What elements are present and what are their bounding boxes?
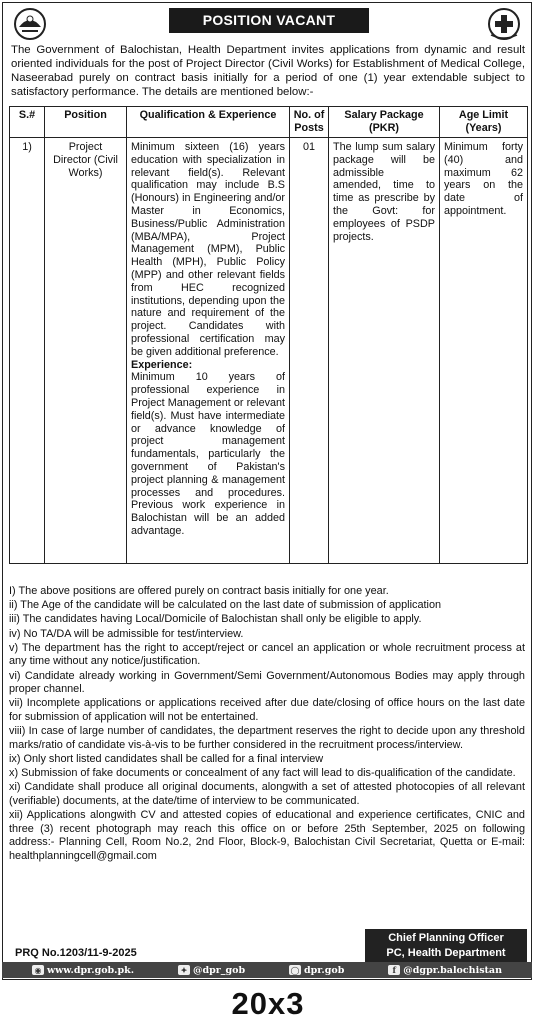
term-item: ix) Only short listed candidates shall be called for a final interview [9,752,324,765]
footer-instagram[interactable] [289,965,344,976]
signature-title: Chief Planning Officer [388,932,504,944]
signature-block [365,929,527,963]
footer-facebook-text: @dgpr.balochistan [403,964,502,976]
balochistan-emblem-icon [11,7,49,41]
ad-size-label: 20x3 [231,986,305,1021]
footer-twitter-text: @dpr_gob [192,964,246,976]
instagram-icon: ◯ [290,965,300,975]
term-item: xi) Candidate shall produce all original documents, alongwith a set of attested photocopies of all relevant (verifiable) documents, at the date/time of interview to be communicated. [9,781,525,807]
row-posts: 01 [290,138,329,564]
web-icon: ◉ [32,965,44,975]
header-posts: No. of Posts [290,107,329,138]
header-sno: S.# [10,107,45,138]
footer-facebook[interactable] [388,965,502,976]
footer-twitter[interactable] [178,965,245,976]
row-position: Project Director (Civil Works) [45,138,127,564]
row-experience: Minimum 10 years of professional experience in Project Management or relevant field(s). Must have intermediate or advance knowledge of project management fundamentals, particularly the government of Pakistan's project planning & management processes and procedures. Previous work experience in Balochistan will be an added advantage. [131,371,285,537]
row-qualification-cell [127,138,290,564]
term-item: vi) Candidate already working in Government/Semi Government/Autonomous Bodies may apply through proper channel. [9,669,525,696]
position-vacant-banner: POSITION VACANT [169,8,369,33]
table-row [10,138,528,564]
footer-website-text: www.dpr.gob.pk. [46,964,135,976]
header-salary: Salary Package (PKR) [329,107,440,138]
twitter-icon: ✦ [178,965,190,975]
term-item: v) The department has the right to accept/reject or cancel an application or whole recruitment process at any time without any notice/justification. [9,641,525,668]
social-footer [2,962,532,978]
header-position: Position [45,107,127,138]
term-item: viii) In case of large number of candidates, the department reserves the right to decide upon any threshold marks/ratio of candidate vis-à-vis to be further considered in the recruitment process/interview. [9,725,525,751]
footer-instagram-text: dpr.gob [304,964,345,976]
health-department-logo-icon [485,7,523,41]
intro-paragraph: The Government of Balochistan, Health Department invites applications from dynamic and result oriented individuals for the post of Project Director (Civil Works) for Establishment of Medical College, Naseerabad purely on contract basis initially for a period of one (1) year extendable subject to satisfactory performance. The details are mentioned below:- [11,44,525,98]
signature-department: PC, Health Department [386,947,506,959]
term-item: iv) No TA/DA will be admissible for test/interview. [9,627,244,640]
row-age: Minimum forty (40) and maximum 62 years on the date of appointment. [440,138,528,564]
terms-list [9,585,525,864]
term-item: iii) The candidates having Local/Domicile of Balochistan shall only be eligible to apply. [9,613,422,626]
term-item: x) Submission of fake documents or concealment of any fact will lead to dis-qualification of the candidate. [9,767,516,780]
term-item: I) The above positions are offered purely on contract basis initially for one year. [9,585,389,597]
position-table [9,106,528,564]
term-item: ii) The Age of the candidate will be calculated on the last date of submission of application [9,599,442,612]
experience-heading: Experience: [131,358,193,371]
row-sno: 1) [10,138,45,564]
table-header-row [10,107,528,138]
footer-website[interactable] [32,965,134,976]
advertisement [2,2,532,980]
header-age: Age Limit (Years) [440,107,528,138]
term-item: vii) Incomplete applications or applications received after due date/closing of office hours on the last date for submission of application will not be entertained. [9,697,525,723]
header-qualification: Qualification & Experience [127,107,290,138]
facebook-icon: f [388,965,400,975]
row-qualification: Minimum sixteen (16) years education with specialization in relevant field(s). Relevant qualification may include B.S (Honours) in Engineering and/or Master in Economics, Business/Public Administration (MBA/MPA), Project Management (MPM), Public Health (MPH), Public Policy (MPP) and other relevant fields from HEC recognized institutions, depending upon the nature and requirement of the project. Candidates with professional certification may be given additional preference. [131,141,285,358]
prq-number: PRQ No.1203/11-9-2025 [15,947,137,959]
row-salary: The lump sum salary package will be admissible amended, time to time as prescribe by the Govt: for employees of PSDP projects. [329,138,440,564]
term-item: xii) Applications alongwith CV and attested copies of educational and experience certificates, CNIC and three (3) recent photograph may reach this office on or before 25th September, 2025 on following address:- Planning Cell, Room No.2, 2nd Floor, Block-9, Balochistan Civil Secretariat, Quetta or E-mail: healthplanningcell@gmail.com [9,809,525,862]
